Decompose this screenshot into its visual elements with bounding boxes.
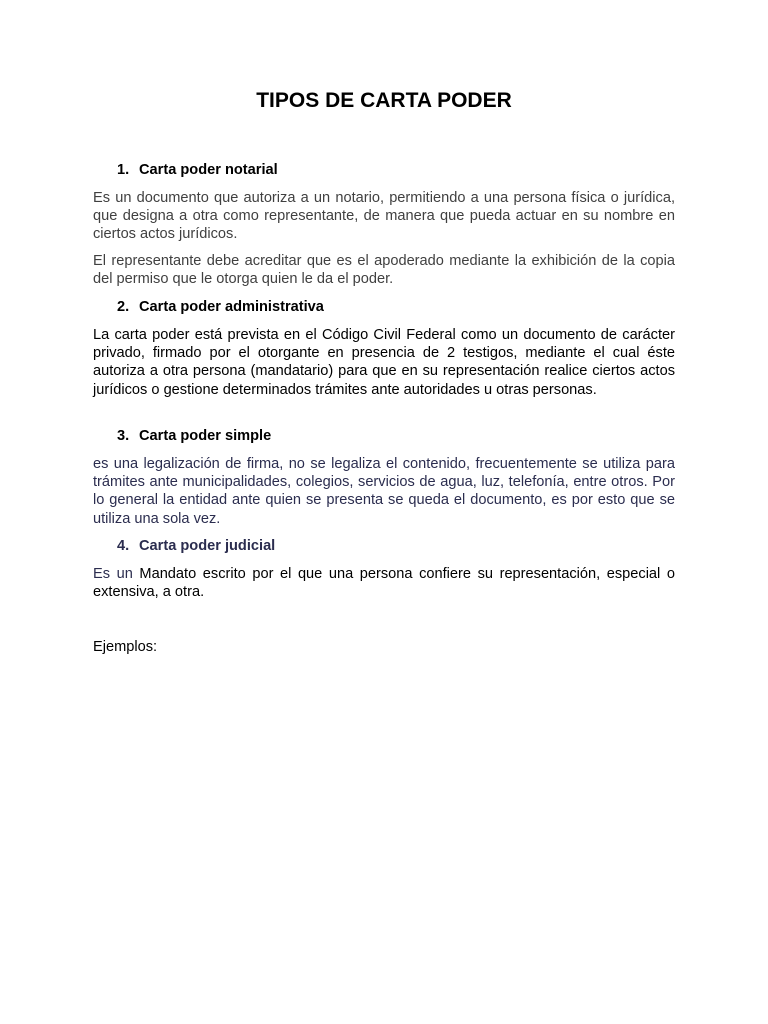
section-number: 2. — [117, 299, 130, 315]
paragraph-notarial-1: Es un documento que autoriza a un notario, permitiendo a una persona física o jurídica, que designa a otra como representante, de manera que pueda actuar en su nombre en ciertos actos jurídicos. — [93, 190, 675, 243]
section-number: 4. — [117, 538, 130, 554]
paragraph-judicial — [93, 565, 675, 601]
paragraph-simple: es una legalización de firma, no se legaliza el contenido, frecuentemente se utiliza para trámites ante municipalidades, colegios, servicios de agua, luz, telefonía, entre otros. Por lo general la entidad ante quien se presenta se queda el documento, es por esto que se utiliza una sola vez. — [93, 456, 675, 527]
section-number: 1. — [117, 162, 130, 178]
section-heading-judicial — [117, 537, 275, 555]
paragraph-notarial-2: El representante debe acreditar que es el apoderado mediante la exhibición de la copia del permiso que le otorga quien le da el poder. — [93, 253, 675, 288]
paragraph-judicial-lead: Es un — [93, 566, 133, 582]
section-heading-administrativa — [117, 298, 324, 316]
examples-label: Ejemplos: — [93, 639, 158, 655]
section-title: Carta poder judicial — [139, 538, 276, 554]
section-number: 3. — [117, 428, 130, 444]
section-title: Carta poder simple — [139, 428, 272, 444]
paragraph-administrativa: La carta poder está prevista en el Código Civil Federal como un documento de carácter privado, firmado por el otorgante en presencia de 2 testigos, mediante el cual éste autoriza a otra persona (mandatario) para que en su representación realice ciertos actos jurídicos o gestione determinados trámites ante autoridades u otras personas. — [93, 327, 675, 398]
section-heading-notarial — [117, 161, 278, 179]
section-title: Carta poder notarial — [139, 162, 278, 178]
section-heading-simple — [117, 427, 271, 445]
section-title: Carta poder administrativa — [139, 299, 324, 315]
paragraph-judicial-rest: Mandato escrito por el que una persona confiere su representación, especial o extensiva, a otra. — [93, 566, 675, 601]
document-title: TIPOS DE CARTA PODER — [256, 89, 512, 112]
